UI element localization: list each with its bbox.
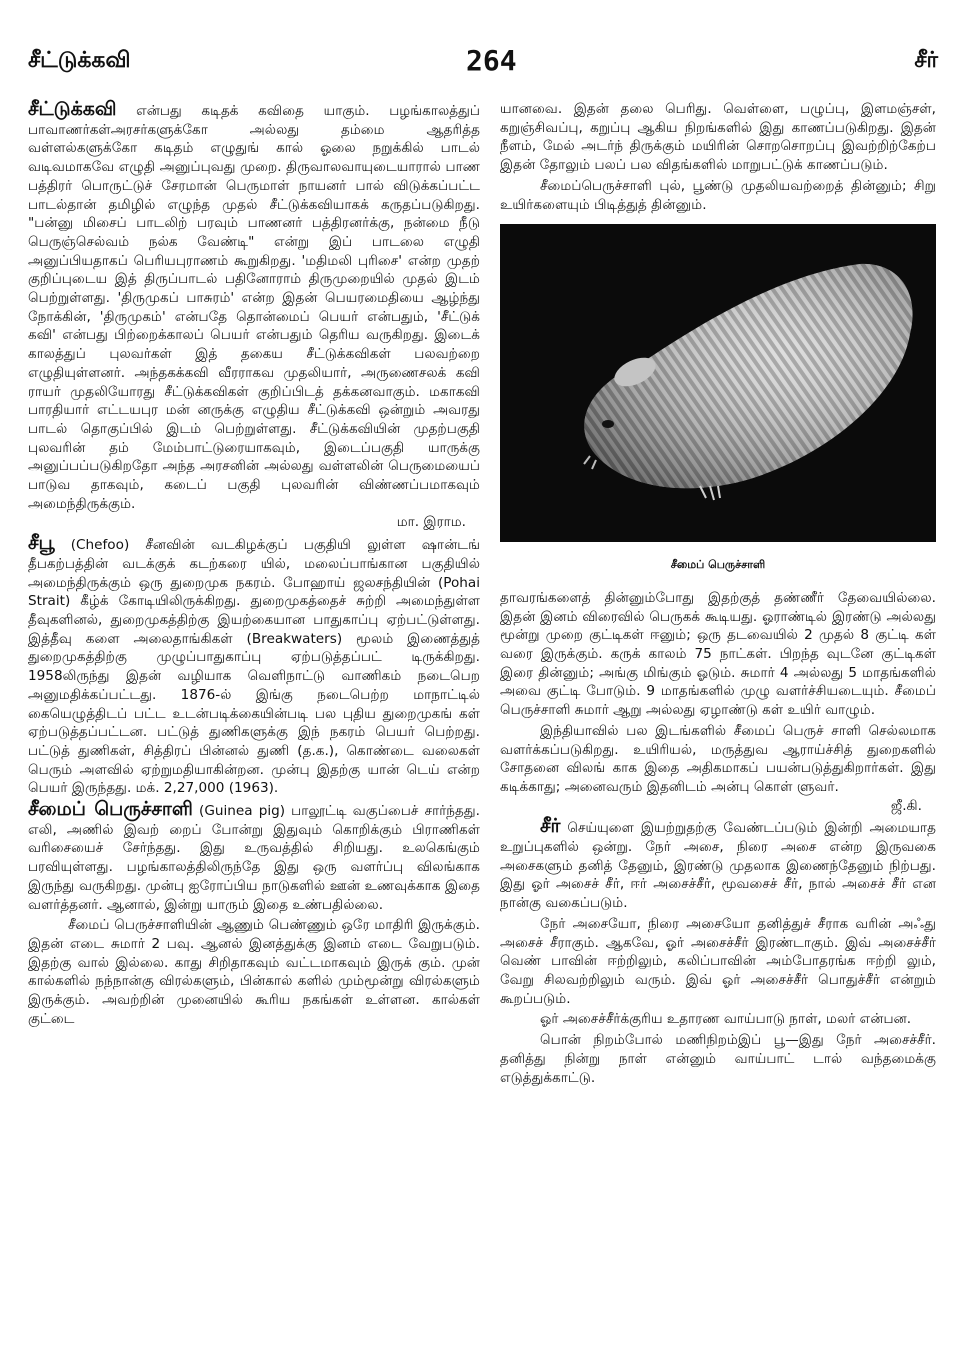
guinea-pig-illustration [500, 224, 936, 542]
right-column [500, 100, 936, 1089]
paragraph [500, 915, 936, 1009]
entry-title-latin: (Guinea pig) [199, 803, 286, 820]
paragraph [500, 177, 936, 214]
guinea-pig-photo [500, 224, 936, 542]
entry-chefoo [28, 534, 480, 798]
guinea-pig-breeding-text: தாவரங்களைத் தின்னும்போது இதற்குத் தண்ணீர் தேவையில்லை. இதன் இனம் விரைவில் பெருகக் கூடியது. ஓராண்டில் இரண்டு அல்லது மூன்று முறை குட்டிகள் ஈனும்; ஒரு தடவையில் 2 முதல் 8 குட்டி கள் வரை இருக்கும். கருக் காலம் 75 நாட்கள். பிறந்த வுடனே குட்டிகள் இரை தின்னும்; அங்கு மிங்கும் ஓடும். சுமார் 4 அல்லது 5 மாதங்களில் அவை குட்டி போடும். 9 மாதங்களில் முழு வளர்ச்சியடையும். சீமைப் பெருச்சாளி சுமார் ஆறு அல்லது ஏழாண்டு கள் உயிர் வாழும். [500, 589, 936, 719]
page-number: 264 [466, 44, 517, 77]
paragraph [500, 1031, 936, 1087]
author-signature: ஜீ.கி. [890, 797, 922, 814]
entry-title-guinea-pig: சீமைப் பெருச்சாளி [28, 798, 193, 821]
entry-text-seer-4: பொன் நிறம்போல் மணிநிறம்இப் பூ—இது நேர் அசைச்சீர். தனித்து நின்று நாள் என்னும் வாய்பாட் டால் வந்தமைக்கு எடுத்துக்காட்டு. [500, 1032, 936, 1086]
guinea-pig-india-text: இந்தியாவில் பல இடங்களில் சீமைப் பெருச் சாளி செல்லமாக வளர்க்கப்படுகிறது. உயிரியல், மருத்துவ ஆராய்ச்சித் துறைகளில் சோதனை விலங் காக இதை அதிகமாகப் பயன்படுத்துகிறார்கள். இது கடிக்காது; அனைவரும் இதனிடம் அன்பு கொள் ளுவர். [500, 722, 936, 795]
entry-seettukkavi [28, 100, 480, 532]
running-head [28, 40, 938, 90]
entry-text-chefoo: (Chefoo) சீனவின் வடகிழக்குப் பகுதியி லுள்ள ஷான்டங் தீபகற்பத்தின் வடக்குக் கடற்கரை யில், மலைப்பாங்கான பகுதியில் அமைந்திருக்கும் ஒரு துறைமுக நகரம். போஹாய் ஜலசந்தியின் (Pohai Strait) கீழ்க் கோடியிலிருக்கிறது. துறைமுகத்தைச் சுற்றி அமைந்துள்ள தீவுகளினல், துறைமுகத்திற்கு இயற்கையான பாதுகாப்பு ஏற்பட்டுள்ளது. இத்தீவு களை அலைதாங்கிகள் (Breakwaters) மூலம் இணைத்துத் துறைமுகத்திற்கு முழுப்பாதுகாப்பு ஏற்படுத்தப்பட் டிருக்கிறது. 1958லிருந்து இதன் வழியாக வெளிநாட்டு வாணிகம் நடைபெற அனுமதிக்கப்பட்டது. 1876-ல் இங்கு நடைபெற்ற மாநாட்டில் கையெழுத்திடப் பட்ட உடன்படிக்கையின்படி பல புதிய துறைமுகங் கள் ஏற்படுத்தப்பட்டன. பட்டுத் துணிகளுக்கு இந் நகரம் பெயர் பெற்றது. பட்டுத் துணிகள், சித்திரப் பின்னல் துணி (த.க.), கொண்டை வலைகள் பெரும் அளவில் ஏற்றுமதியாகின்றன. முன்பு இதற்கு யான் டெய் என்ற பெயர் இருந்தது. மக். 2,27,000 (1963). [28, 537, 480, 797]
guinea-pig-appearance-text: யானவை. இதன் தலை பெரிது. வெள்ளை, பழுப்பு, இளமஞ்சள், கறுஞ்சிவப்பு, கறுப்பு ஆகிய நிறங்களில் இது காணப்படுகிறது. இதன் நீளம், மேல் அடர்ந் திருக்கும் மயிரின் சொறசொறப்பு இவற்றிற்கேற்ப இதன் தோலும் பலப் பல விதங்களில் மாறுபட்டுக் காணப்படும். [500, 101, 936, 174]
paragraph [500, 1010, 936, 1029]
paragraph [500, 589, 936, 720]
entry-text-seer-1: செய்யுளை இயற்றுதற்கு வேண்டப்படும் இன்றி அமையாத உறுப்புகளில் ஒன்று. நேர் அசை, நிரை அசை என்ற இருவகை அசைகளும் தனித் தேனும், இரண்டு முதலாக இணைந்தேனும் நிற்பது. இது ஓர் அசைச் சீர், ஈர் அசைச்சீர், மூவசைச் சீர், நால் அசைச் சீர் என நான்கு வகைப்படும். [500, 820, 936, 912]
entry-seer [500, 817, 936, 913]
figure-caption: சீமைப் பெருச்சாளி [670, 558, 766, 572]
author-signature: மா. இராம. [396, 514, 466, 531]
left-column [28, 100, 480, 1030]
entry-text-guinea-pig-1: பாலூட்டி வகுப்பைச் சார்ந்தது. எலி, அணில் இவற் றைப் போன்று இதுவும் கொறிக்கும் பிராணிகள் வரிசையைச் சேர்ந்தது. இது உருவத்தில் சிறியது. உலகெங்கும் பரவியுள்ளது. பழங்காலத்திலிருந்தே இது ஒரு வளர்ப்பு விலங்காக இருந்து வருகிறது. முன்பு ஐரோப்பிய நாடுகளில் ஊன் உணவுக்காக இதை வளர்த்தனர். ஆனால், இன்று யாரும் இதை உண்பதில்லை. [28, 803, 480, 913]
guinea-pig-food-text: சீமைப்பெருச்சாளி புல், பூண்டு முதலியவற்றைத் தின்னும்; சிறு உயிர்களையும் பிடித்துத் தின்னும். [500, 177, 936, 213]
entry-title-chefoo: சீபூ [28, 532, 55, 555]
paragraph [500, 100, 936, 175]
entry-text-seer-3: ஓர் அசைச்சீர்க்குரிய உதாரண வாய்பாடு நாள், மலர் என்பன. [540, 1011, 912, 1028]
entry-title-seettukkavi: சீட்டுக்கவி [28, 98, 117, 120]
running-head-left: சீட்டுக்கவி [28, 48, 131, 73]
entry-title-seer: சீர் [540, 815, 561, 838]
entry-guinea-pig [28, 800, 480, 914]
running-head-right: சீர் [914, 48, 938, 73]
paragraph [500, 722, 936, 816]
entry-text-seer-2: நேர் அசையோ, நிரை அசையோ தனித்துச் சீராக வரின் அஃது அசைச் சீராகும். ஆகவே, ஓர் அசைச்சீர் இரண்டாகும். இவ் அசைச்சீர் வெண் பாவின் ஈற்றிலும், கலிப்பாவின் அம்போதரங்க ஈற்றி லும், வேறு சிலவற்றிலும் வரும். இவ் ஓர் அசைச்சீர் பொதுச்சீர் என்றும் கூறப்படும். [500, 915, 936, 1007]
entry-text-guinea-pig-2: சீமைப் பெருச்சாளியின் ஆணும் பெண்ணும் ஒரே மாதிரி இருக்கும். இதன் எடை சுமார் 2 பவு. ஆனல் இனத்துக்கு இனம் எடை வேறுபடும். இதற்கு வால் இல்லை. காது சிறிதாகவும் வட்டமாகவும் இருக் கும். முன் கால்களில் நந்நான்கு விரல்களும், பின்கால் களில் மும்மூன்று விரல்களும் இருக்கும். அவற்றின் முனையில் கூரிய நகங்கள் உள்ளன. கால்கள் குட்டை [28, 917, 480, 1027]
entry-text-seettukkavi: என்பது கடிதக் கவிதை யாகும். பழங்காலத்துப் பாவாணர்கள்அரசர்களுக்கோ அல்லது தம்மை ஆதரித்த வள்ளல்களுக்கோ கடிதம் எழுதுங் கால் ஓலை நறுக்கில் பாடல் வடிவமாகவே எழுதி அனுப்புவது முறை. திருவாலவாயுடையாரால் பாண பத்திரர் பொருட்டுச் சேரமான் பெருமாள் நாயனர் பால் விடுக்கப்பட்ட பாடல்தான் தமிழில் எழுந்த முதல் சீட்டுக்கவியாகக் கருதப்படுகிறது. "பன்னு மிசைப் பாடலிற் பரவும் பாணனர் பத்திரனர்க்கு, நன்மை நீடு பெருஞ்செல்வம் நல்க வேண்டி" என்று இப் பாடலை எழுதி அனுப்பியதாகப் பெரியபுராணம் கூறுகிறது. 'மதிமலி புரிசை' என்ற முதற் குறிப்புடைய இத் திருப்பாடல் பதினோராம் திருமுறையில் முதல் இடம் பெற்றுள்ளது. 'திருமுகப் பாசுரம்' என்ற இதன் பெயரமைதியை ஆழ்ந்து நோக்கின், 'திருமுகம்' என்பதே தொன்மைப் பெயர் என்பதும், 'சீட்டுக் கவி' என்பது பிற்றைக்காலப் பெயர் என்பதும் தெரிய வருகிறது. இடைக் காலத்துப் புலவர்கள் இத் தகைய சீட்டுக்கவிகள் பலவற்றை எழுதியுள்ளனர். அந்தகக்கவி வீரராகவ முதலியார், அருணைசலக் கவி ராயர் முதலியோரது சீட்டுக்கவிகள் குறிப்பிடத் தக்கனவாகும். மகாகவி பாரதியார் எட்டயபுர மன் னருக்கு எழுதிய சீட்டுக்கவி ஒன்றும் அவரது பாடல் தொகுப்பில் இடம் பெற்றுள்ளது. சீட்டுக்கவியின் முதற்பகுதி புலவரின் தம் மேம்பாட்டுரையாகவும், இடைப்பகுதி யாருக்கு அனுப்பப்படுகிறதோ அந்த அரசனின் அல்லது வள்ளலின் பெருமையைப் பாடுவ தாகவும், கடைப் பகுதி புலவரின் விண்ணப்பமாகவும் அமைந்திருக்கும். [28, 103, 480, 512]
paragraph [28, 916, 480, 1028]
